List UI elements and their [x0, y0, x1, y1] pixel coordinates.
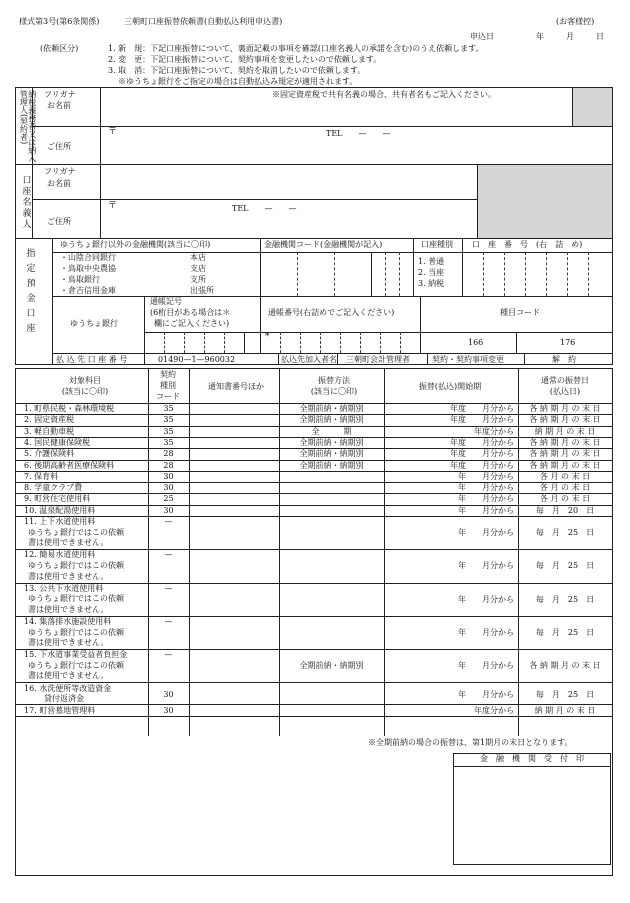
row-subject: 13. 公共下水道使用料 — [24, 583, 104, 593]
row-method: 全期前納・納期別 — [299, 449, 364, 459]
row-usual-date: 毎 月 25 日 — [535, 561, 595, 571]
row-divider — [15, 493, 613, 494]
payee-name-value: 三朝町会計管理者 — [346, 355, 410, 364]
row-start-period: 年 月分から — [458, 661, 514, 671]
bank-stamp-box — [453, 753, 611, 865]
row-start-period: 年 月分から — [458, 483, 514, 493]
row-subject: 3. 軽自動車税 — [24, 426, 75, 436]
holder-tel-label: TEL — — — [232, 204, 297, 213]
row-start-period: 年 月分から — [458, 627, 514, 637]
row-subject-note: ゆうちょ銀行ではこの依頼 — [28, 527, 124, 537]
row-subject: 11. 上下水道使用料 — [24, 517, 96, 526]
row-usual-date: 各 月 の 末 日 — [539, 483, 591, 493]
row-subject: 1. 町県民税・森林環境税 — [24, 404, 115, 413]
holder-furigana-label: フリガナ — [44, 167, 76, 176]
row-contract-code: 30 — [163, 705, 174, 715]
row-method: 全 期 — [311, 426, 352, 436]
row-subject-note: 書は使用できません。 — [28, 638, 109, 648]
row-usual-date: 各 納 期 月 の 末 日 — [529, 460, 601, 470]
holder-name-label: お名前 — [47, 179, 71, 188]
category-code-166: 166 — [468, 338, 484, 347]
row-divider — [15, 682, 613, 683]
account-type-ordinary: 1. 普通 — [418, 257, 445, 266]
row-subject: 6. 後期高齢者医療保険料 — [24, 460, 115, 470]
account-section-label: 指定預金口座 — [24, 248, 35, 338]
category-code-label: 種目コード — [500, 308, 540, 317]
header-start: 振替(払込)開始期 — [418, 382, 482, 391]
row-subject-note: 書は使用できません。 — [28, 604, 109, 614]
row-subject: 5. 介護保険料 — [24, 449, 75, 459]
date-day-label: 日 — [596, 32, 604, 41]
row-contract-code: 28 — [163, 460, 174, 470]
row-usual-date: 各 納 期 月 の 末 日 — [529, 449, 601, 459]
holder-shaded-cell — [477, 165, 612, 238]
date-month-label: 月 — [566, 32, 574, 41]
header-usual-date-sub: (払込日) — [549, 387, 581, 396]
row-subject-note: 書は使用できません。 — [28, 671, 109, 681]
request-line-cancel: 3. 取 消：下記口座振替について、契約を取消したいので依頼します。 — [108, 66, 366, 75]
header-usual-date: 通常の振替日 — [541, 376, 589, 385]
row-divider — [15, 549, 613, 550]
row-divider — [15, 716, 613, 717]
row-start-period: 年 月分から — [458, 689, 514, 699]
row-contract-code: 30 — [163, 505, 174, 515]
row-start-period: 年度 月分から — [450, 415, 514, 425]
branch-shucchojo: 出張所 — [190, 286, 214, 295]
header-subject: 対象科目 — [69, 376, 101, 385]
taxpayer-name-label: お名前 — [47, 101, 71, 110]
row-start-period: 年 月分から — [458, 505, 514, 515]
header-contract-3: コード — [156, 392, 180, 401]
request-type-label: (依頼区分) — [40, 44, 79, 53]
row-divider — [15, 583, 613, 584]
account-number-header: 口 座 番 号 (右 詰 め) — [472, 240, 583, 249]
bank-tottori: ・鳥取銀行 — [60, 275, 100, 284]
row-contract-code: 35 — [163, 404, 174, 413]
row-contract-code: — — [164, 550, 173, 560]
row-subject: 4. 国民健康保険税 — [24, 437, 91, 447]
yucho-note: ※ゆうちょ銀行をご指定の場合は自動払込み規定が適用されます。 — [118, 77, 358, 86]
row-contract-code: 30 — [163, 689, 174, 699]
row-subject: 14. 集落排水施設使用料 — [24, 616, 112, 626]
taxpayer-section-label: 納税義務者又は納入管理人(契約者) — [19, 90, 37, 162]
row-subject-note: 書は使用できません。 — [28, 538, 109, 548]
row-start-period: 年 月分から — [458, 494, 514, 504]
header-subject-sub: (該当に〇印) — [61, 387, 109, 396]
payee-account-value: 01490—1—960032 — [158, 355, 236, 364]
payee-name-label: 払込先加入者名 — [281, 355, 337, 364]
contract-change-label: 契約・契約事項変更 — [432, 355, 504, 364]
row-contract-code: 35 — [163, 415, 174, 425]
row-subject: 17. 町営墓地管理料 — [24, 705, 96, 715]
row-contract-code: — — [164, 517, 173, 526]
holder-postal-mark: 〒 — [108, 201, 118, 211]
holder-section-label: 口座名義人 — [20, 175, 31, 230]
row-start-period: 年度分から — [474, 426, 514, 436]
sixth-digit-mark: * — [265, 332, 270, 342]
row-start-period: 年 月分から — [458, 594, 514, 604]
taxpayer-shaded-cell — [572, 88, 612, 126]
row-usual-date: 各 納 期 月 の 末 日 — [529, 661, 601, 671]
row-subject: 9. 町営住宅使用料 — [24, 494, 91, 504]
row-contract-code: — — [164, 583, 173, 593]
date-year-label: 年 — [536, 32, 544, 41]
row-contract-code: 28 — [163, 449, 174, 459]
passbook-code-note-1: (6桁目がある場合は＊ — [150, 308, 231, 317]
other-bank-header: ゆうちょ銀行以外の金融機関(該当に〇印) — [60, 240, 211, 249]
category-code-176: 176 — [560, 338, 576, 347]
branch-shiten: 支店 — [190, 264, 206, 273]
row-contract-code: — — [164, 616, 173, 626]
branch-honten: 本店 — [190, 253, 206, 262]
row-start-period: 年 月分から — [458, 561, 514, 571]
row-usual-date: 各 月 の 末 日 — [539, 494, 591, 504]
row-start-period: 年 月分から — [458, 528, 514, 537]
row-start-period: 年度 月分から — [450, 437, 514, 447]
request-line-change: 2. 変 更：下記口座振替について、契約事項を変更したいので依頼します。 — [108, 55, 382, 64]
branch-shisho: 支所 — [190, 275, 206, 284]
row-usual-date: 毎 月 25 日 — [535, 594, 595, 604]
bank-stamp-label: 金 融 機 関 受 付 印 — [480, 754, 584, 763]
holder-address-label: ご住所 — [47, 217, 71, 226]
row-usual-date: 各 納 期 月 の 末 日 — [529, 437, 601, 447]
request-line-new: 1. 新 規：下記口座振替について、裏面記載の事項を確認(口座名義人の承諾を含む)のうえ依頼します。 — [108, 44, 484, 53]
header-method-sub: (該当に〇印) — [310, 387, 358, 396]
row-subject-note: ゆうちょ銀行ではこの依頼 — [28, 594, 124, 604]
row-contract-code: 30 — [163, 471, 174, 481]
row-divider — [15, 482, 613, 483]
passbook-code-note-2: 欄にご記入ください) — [154, 319, 230, 328]
row-usual-date: 各 納 期 月 の 末 日 — [529, 415, 601, 425]
row-subject-note: 貸付返済金 — [28, 694, 84, 704]
row-usual-date: 各 月 の 末 日 — [539, 471, 591, 481]
taxpayer-postal-mark: 〒 — [108, 127, 118, 137]
row-contract-code: 35 — [163, 426, 174, 436]
row-usual-date: 毎 月 25 日 — [535, 689, 595, 699]
row-method: 全期前納・納期別 — [299, 404, 364, 413]
row-method: 全期前納・納期別 — [299, 661, 364, 671]
row-usual-date: 納 期 月 の 末 日 — [534, 705, 596, 715]
row-start-period: 年度 月分から — [450, 404, 514, 413]
row-subject-note: ゆうちょ銀行ではこの依頼 — [28, 627, 124, 637]
taxpayer-tel-label: TEL — — — [326, 129, 391, 138]
row-divider — [15, 704, 613, 705]
yucho-bank-label: ゆうちょ銀行 — [70, 319, 118, 328]
passbook-code-label: 通帳記号 — [150, 297, 182, 306]
bank-tottori-chuo-nokyo: ・鳥取中央農協 — [60, 264, 116, 273]
row-usual-date: 納 期 月 の 末 日 — [534, 426, 596, 436]
row-divider — [15, 516, 613, 517]
row-method: 全期前納・納期別 — [299, 437, 364, 447]
row-method: 全期前納・納期別 — [299, 415, 364, 425]
row-start-period: 年度分から — [474, 705, 514, 715]
row-subject: 16. 水洗便所等改造資金 — [24, 683, 112, 693]
row-method: 全期前納・納期別 — [299, 460, 364, 470]
payee-account-label: 払 込 先 口 座 番 号 — [56, 355, 128, 364]
row-subject: 7. 保育料 — [24, 471, 59, 481]
row-usual-date: 毎 月 20 日 — [535, 505, 595, 515]
row-subject-note: ゆうちょ銀行ではこの依頼 — [28, 660, 124, 670]
row-usual-date: 各 納 期 月 の 末 日 — [529, 404, 601, 413]
joint-owner-note: ※固定資産税で共有名義の場合、共有者名もご記入ください。 — [272, 90, 496, 99]
passbook-number-label: 通帳番号(右詰めでご記入ください) — [268, 308, 395, 317]
row-subject: 8. 学童クラブ費 — [24, 483, 83, 493]
row-start-period: 年度 月分から — [450, 449, 514, 459]
bank-sanin-godo: ・山陰合同銀行 — [60, 253, 116, 262]
form-number: 様式第3号(第6条関係) — [19, 17, 100, 26]
account-type-checking: 2. 当座 — [418, 268, 445, 277]
row-subject: 12. 簡易水道使用料 — [24, 550, 96, 560]
account-type-header: 口座種別 — [421, 240, 453, 249]
row-contract-code: 30 — [163, 483, 174, 493]
row-subject-note: ゆうちょ銀行ではこの依頼 — [28, 560, 124, 570]
copy-label: (お客様控) — [556, 17, 595, 26]
row-contract-code: 35 — [163, 437, 174, 447]
row-contract-code: — — [164, 650, 173, 660]
row-subject-note: 書は使用できません。 — [28, 571, 109, 581]
form-title: 三朝町口座振替依頼書(自動払込利用申込書) — [124, 17, 283, 26]
taxpayer-address-label: ご住所 — [47, 142, 71, 151]
cancel-label: 解 約 — [552, 355, 576, 364]
taxpayer-furigana-label: フリガナ — [44, 90, 76, 99]
bank-kurayoshi-shinkin: ・倉吉信用金庫 — [60, 286, 116, 295]
apply-date-label: 申込日 — [470, 32, 494, 41]
row-usual-date: 毎 月 25 日 — [535, 528, 595, 537]
header-contract-1: 契約 — [160, 370, 176, 379]
row-subject: 15. 下水道事業受益者負担金 — [24, 650, 128, 660]
bank-code-header: 金融機関コード(金融機関が記入) — [264, 240, 383, 249]
row-subject: 2. 固定資産税 — [24, 415, 75, 425]
header-method: 振替方法 — [318, 376, 350, 385]
header-notice: 通知書番号ほか — [208, 382, 264, 391]
row-contract-code: 25 — [163, 494, 174, 504]
row-start-period: 年 月分から — [458, 471, 514, 481]
header-contract-2: 種別 — [160, 381, 176, 390]
row-subject: 10. 温泉配湯使用料 — [24, 505, 96, 515]
account-type-tax: 3. 納税 — [418, 279, 445, 288]
prepay-note: ※全期前納の場合の振替は、第1期月の末日となります。 — [368, 738, 573, 747]
row-usual-date: 毎 月 25 日 — [535, 627, 595, 637]
row-start-period: 年度 月分から — [450, 460, 514, 470]
